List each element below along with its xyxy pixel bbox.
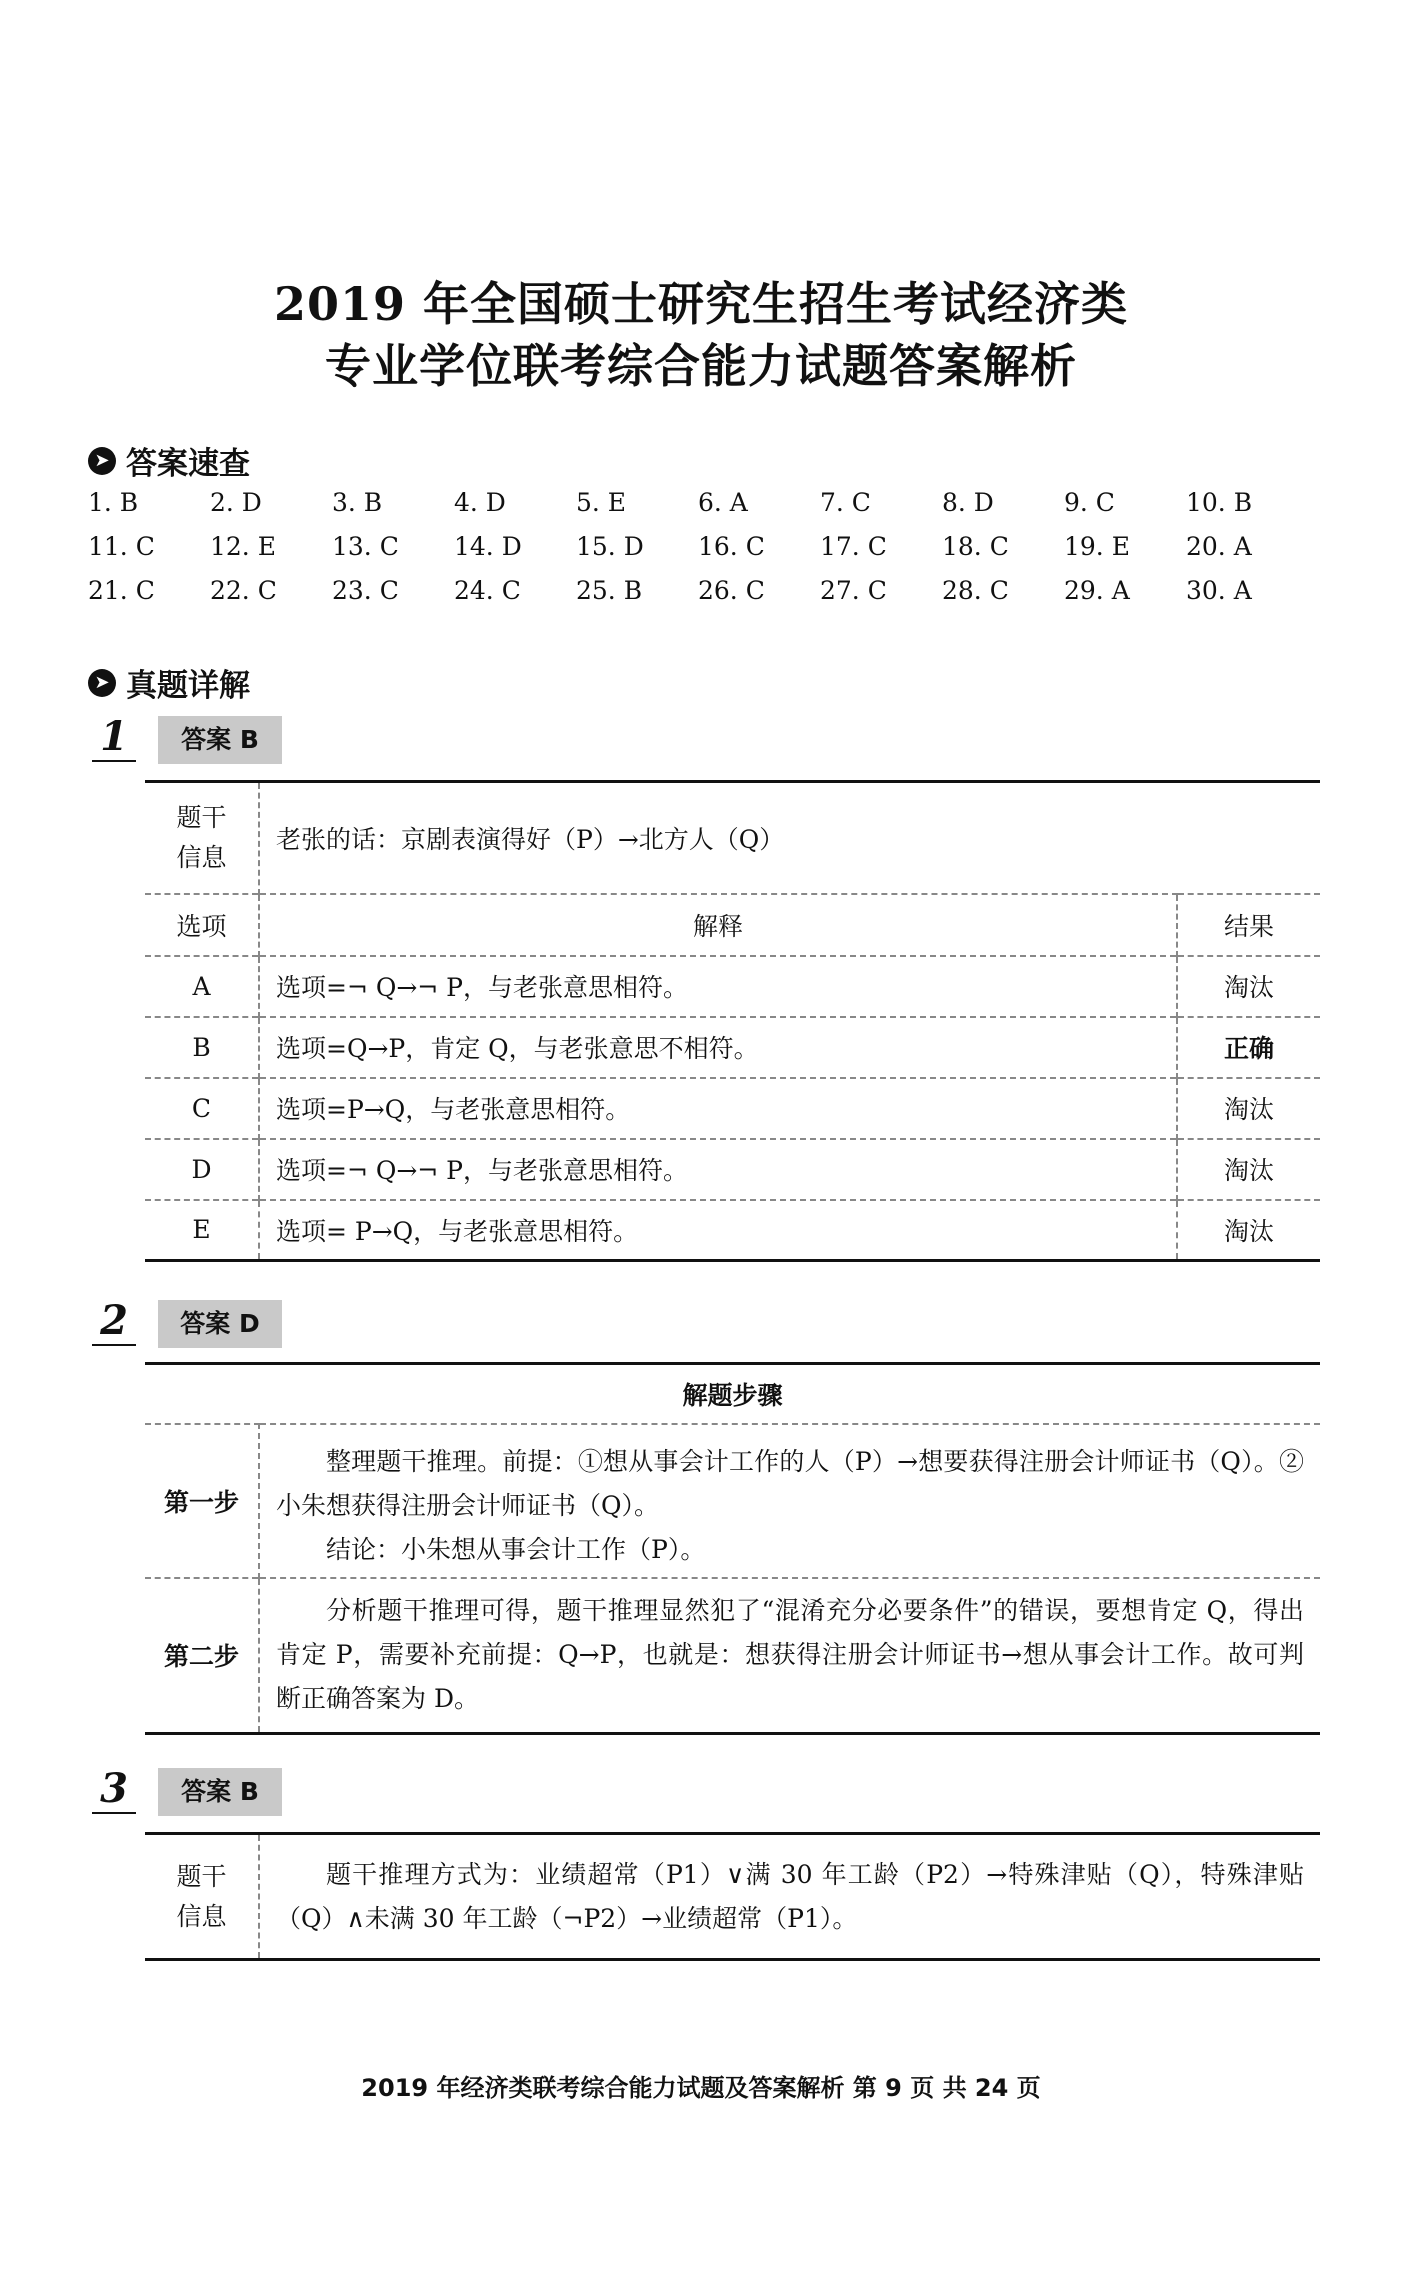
option-result: 淘汰 <box>1177 956 1320 1017</box>
detail-heading <box>88 660 250 705</box>
question-number: 2 <box>92 1298 136 1346</box>
option-explanation: 选项=P→Q，与老张意思相符。 <box>259 1078 1177 1139</box>
step-content <box>259 1578 1320 1734</box>
option-letter: E <box>145 1200 259 1261</box>
quick-answer-item: 27. C <box>820 576 887 605</box>
option-explanation: 选项= P→Q，与老张意思相符。 <box>259 1200 1177 1261</box>
column-header-option: 选项 <box>145 894 259 956</box>
quick-answer-item: 15. D <box>576 532 644 561</box>
steps-header: 解题步骤 <box>145 1364 1320 1424</box>
option-letter: C <box>145 1078 259 1139</box>
step-conclusion: 结论：小朱想从事会计工作（P）。 <box>326 1534 706 1564</box>
quick-answer-item: 8. D <box>942 488 994 517</box>
quick-answer-item: 11. C <box>88 532 155 561</box>
quick-answer-item: 20. A <box>1186 532 1252 561</box>
quick-check-heading-label: 答案速查 <box>126 446 250 482</box>
quick-answer-item: 4. D <box>454 488 506 517</box>
answer-tag: 答案 B <box>158 1768 282 1816</box>
option-letter: A <box>145 956 259 1017</box>
quick-answer-item: 1. B <box>88 488 139 517</box>
option-result: 淘汰 <box>1177 1139 1320 1200</box>
quick-answer-item: 18. C <box>942 532 1009 561</box>
quick-answer-item: 7. C <box>820 488 871 517</box>
arrow-bullet-icon: ➤ <box>88 669 116 697</box>
quick-answer-item: 19. E <box>1064 532 1130 561</box>
table-row <box>145 1200 1320 1261</box>
question-1-table <box>145 780 1320 1262</box>
question-number: 1 <box>92 714 136 762</box>
quick-answer-item: 12. E <box>210 532 276 561</box>
quick-answer-item: 13. C <box>332 532 399 561</box>
quick-answer-item: 14. D <box>454 532 522 561</box>
option-letter: B <box>145 1017 259 1078</box>
page-title-line2: 专业学位联考综合能力试题答案解析 <box>325 339 1077 393</box>
quick-answer-item: 5. E <box>576 488 627 517</box>
option-result: 淘汰 <box>1177 1200 1320 1261</box>
quick-answer-item: 26. C <box>698 576 765 605</box>
question-2-table <box>145 1362 1320 1735</box>
option-explanation: 选项=Q→P，肯定 Q，与老张意思不相符。 <box>259 1017 1177 1078</box>
quick-answer-item: 23. C <box>332 576 399 605</box>
quick-answer-item: 29. A <box>1064 576 1130 605</box>
option-result: 正确 <box>1177 1017 1320 1078</box>
option-result: 淘汰 <box>1177 1078 1320 1139</box>
option-letter: D <box>145 1139 259 1200</box>
quick-answer-item: 17. C <box>820 532 887 561</box>
stem-label: 题干 信息 <box>145 1834 259 1960</box>
table-row <box>145 1017 1320 1078</box>
question-3-table <box>145 1832 1320 1961</box>
question-number: 3 <box>92 1766 136 1814</box>
step-label: 第二步 <box>145 1578 259 1734</box>
stem-label: 题干 信息 <box>145 782 259 894</box>
quick-check-heading <box>88 438 250 483</box>
step-label: 第一步 <box>145 1424 259 1578</box>
quick-answer-item: 16. C <box>698 532 765 561</box>
table-row <box>145 956 1320 1017</box>
option-explanation: 选项=¬ Q→¬ P，与老张意思相符。 <box>259 956 1177 1017</box>
answer-tag: 答案 B <box>158 716 282 764</box>
table-row <box>145 1139 1320 1200</box>
option-explanation: 选项=¬ Q→¬ P，与老张意思相符。 <box>259 1139 1177 1200</box>
stem-text: 题干推理方式为：业绩超常（P1）∨满 30 年工龄（P2）→特殊津贴（Q），特殊津贴（Q）∧未满 30 年工龄（¬P2）→业绩超常（P1）。 <box>276 1859 1304 1933</box>
step-text: 分析题干推理可得，题干推理显然犯了“混淆充分必要条件”的错误，要想肯定 Q，得出肯定 P，需要补充前提：Q→P，也就是：想获得注册会计师证书→想从事会计工作。故可判断正确答案为 D。 <box>276 1596 1304 1714</box>
stem-text: 老张的话：京剧表演得好（P）→北方人（Q） <box>259 782 1320 894</box>
quick-answer-grid <box>88 488 1308 606</box>
step-content <box>259 1424 1320 1578</box>
quick-answer-item: 3. B <box>332 488 383 517</box>
detail-heading-label: 真题详解 <box>126 668 250 704</box>
column-header-explain: 解释 <box>259 894 1177 956</box>
quick-answer-item: 2. D <box>210 488 262 517</box>
quick-answer-item: 24. C <box>454 576 521 605</box>
quick-answer-item: 6. A <box>698 488 748 517</box>
quick-answer-item: 30. A <box>1186 576 1252 605</box>
arrow-bullet-icon: ➤ <box>88 447 116 475</box>
page-footer: 2019 年经济类联考综合能力试题及答案解析 第 9 页 共 24 页 <box>361 2074 1041 2102</box>
quick-answer-item: 25. B <box>576 576 643 605</box>
quick-answer-item: 10. B <box>1186 488 1253 517</box>
answer-tag: 答案 D <box>158 1300 282 1348</box>
stem-content <box>259 1834 1320 1960</box>
step-text: 整理题干推理。前提：①想从事会计工作的人（P）→想要获得注册会计师证书（Q）。②小朱想获得注册会计师证书（Q）。 <box>276 1446 1304 1520</box>
page-title-line1: 2019 年全国硕士研究生招生考试经济类 <box>273 277 1129 331</box>
column-header-result: 结果 <box>1177 894 1320 956</box>
quick-answer-item: 28. C <box>942 576 1009 605</box>
quick-answer-item: 22. C <box>210 576 277 605</box>
table-row <box>145 1078 1320 1139</box>
quick-answer-item: 21. C <box>88 576 155 605</box>
quick-answer-item: 9. C <box>1064 488 1115 517</box>
